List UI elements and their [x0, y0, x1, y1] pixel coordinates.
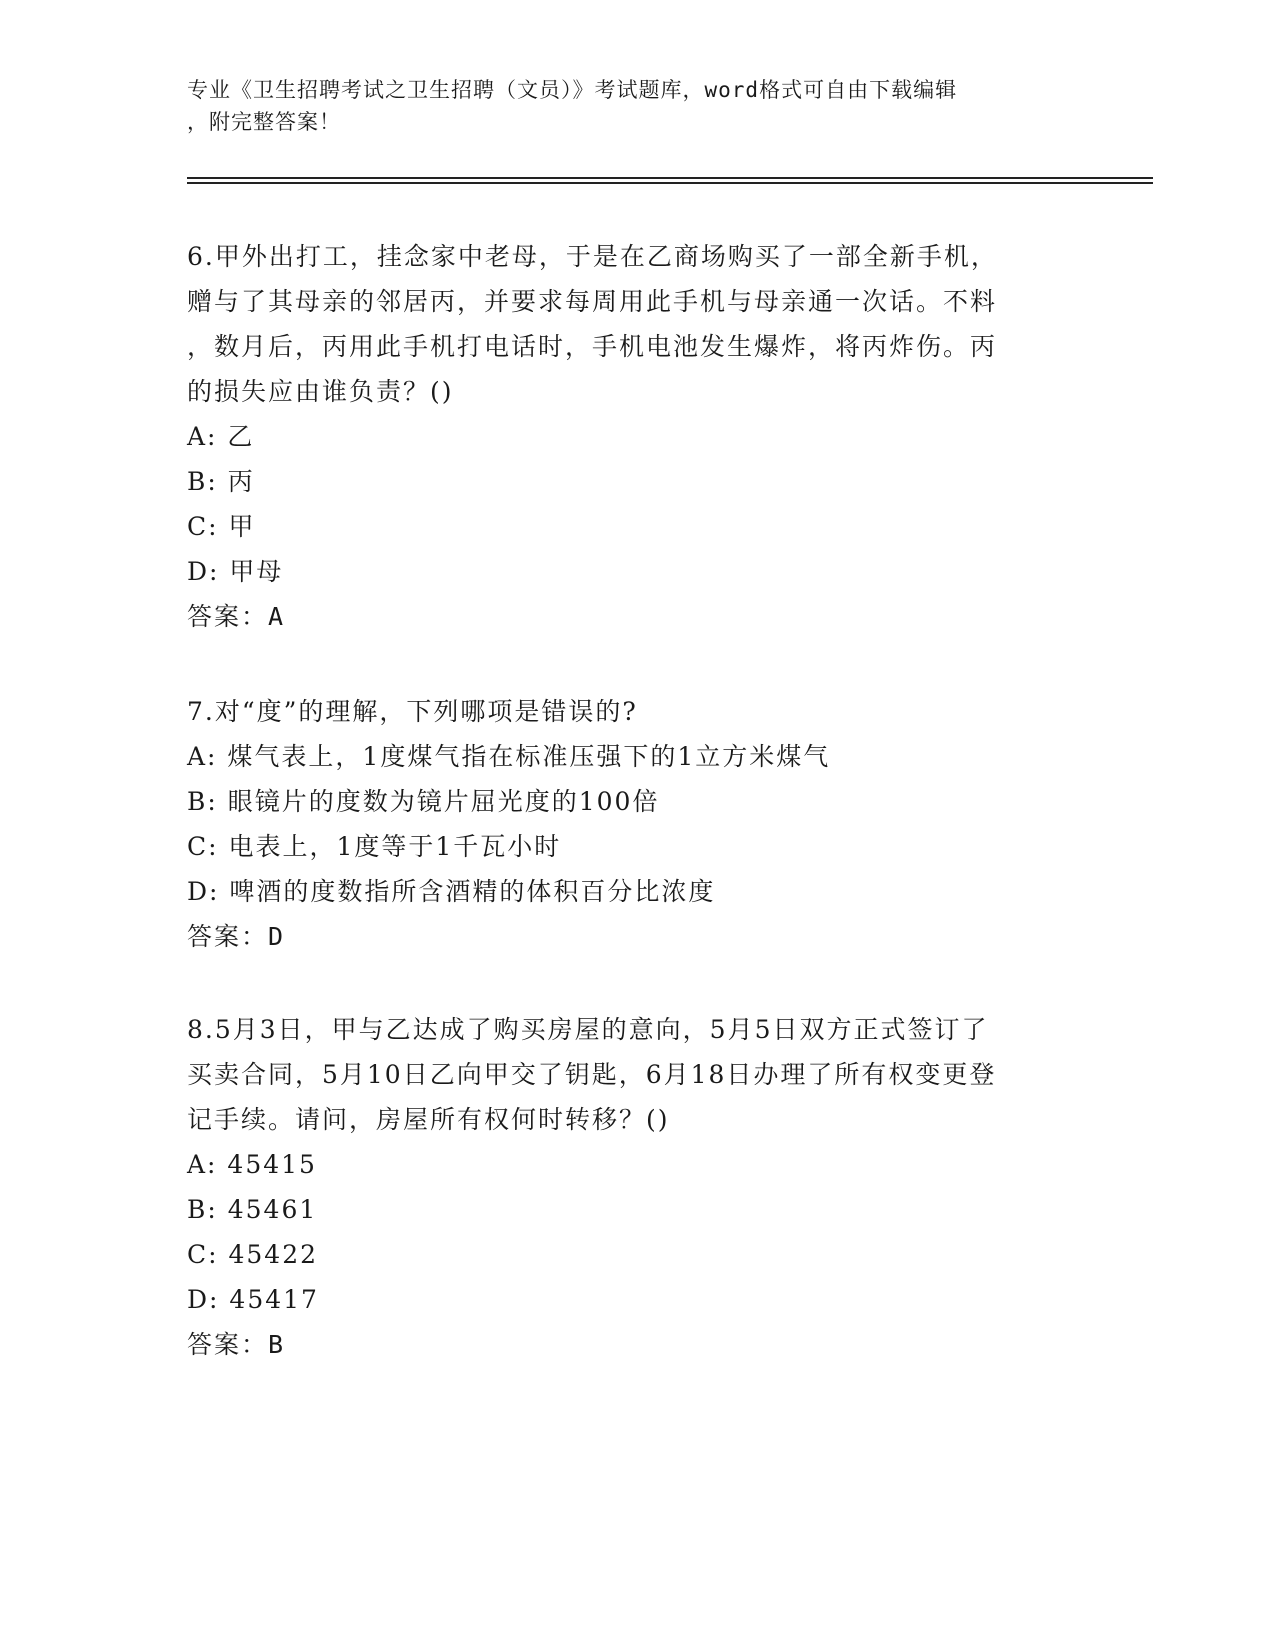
answer-line: [187, 914, 1087, 959]
header-divider-top: [187, 177, 1153, 179]
question-stem-line: ，数月后，丙用此手机打电话时，手机电池发生爆炸，将丙炸伤。丙: [187, 332, 998, 361]
option-a: A: 煤气表上，1度煤气指在标准压强下的1立方米煤气: [187, 742, 831, 771]
answer-line: [187, 1322, 1087, 1367]
question-6: [187, 234, 1087, 639]
question-7: [187, 689, 1087, 959]
option-b: B: 丙: [187, 467, 255, 496]
option-d: D: 啤酒的度数指所含酒精的体积百分比浓度: [187, 877, 716, 906]
header-divider-bottom: [187, 182, 1153, 184]
header-line-1: 专业《卫生招聘考试之卫生招聘（文员）》考试题库，word格式可自由下载编辑: [187, 78, 958, 102]
option-b: B: 眼镜片的度数为镜片屈光度的100倍: [187, 787, 660, 816]
answer-value: A: [268, 602, 286, 631]
option-c: C: 电表上，1度等于1千瓦小时: [187, 832, 562, 861]
option-d: D: 甲母: [187, 557, 284, 586]
question-stem-line: 记手续。请问，房屋所有权何时转移？(): [187, 1105, 670, 1134]
answer-label: 答案：: [187, 602, 269, 631]
answer-label: 答案：: [187, 1330, 269, 1359]
question-8: [187, 1007, 1087, 1367]
question-stem-line: 买卖合同，5月10日乙向甲交了钥匙，6月18日办理了所有权变更登: [187, 1060, 997, 1089]
option-c: C: 甲: [187, 512, 256, 541]
option-b: B: 45461: [187, 1195, 318, 1224]
document-header: [187, 74, 1067, 138]
answer-label: 答案：: [187, 922, 269, 951]
header-line-2: ，附完整答案！: [187, 110, 341, 134]
option-a: A: 45415: [187, 1150, 317, 1179]
answer-value: B: [268, 1330, 286, 1359]
question-stem-line: 7.对“度”的理解，下列哪项是错误的?: [187, 697, 638, 726]
answer-line: [187, 594, 1087, 639]
question-stem-line: 的损失应由谁负责？(): [187, 377, 454, 406]
option-d: D: 45417: [187, 1285, 319, 1314]
question-stem-line: 6.甲外出打工，挂念家中老母，于是在乙商场购买了一部全新手机，: [187, 242, 998, 271]
option-a: A: 乙: [187, 422, 255, 451]
option-c: C: 45422: [187, 1240, 319, 1269]
answer-value: D: [268, 922, 286, 951]
question-stem-line: 赠与了其母亲的邻居丙，并要求每周用此手机与母亲通一次话。不料: [187, 287, 998, 316]
question-stem-line: 8.5月3日，甲与乙达成了购买房屋的意向，5月5日双方正式签订了: [187, 1015, 989, 1044]
